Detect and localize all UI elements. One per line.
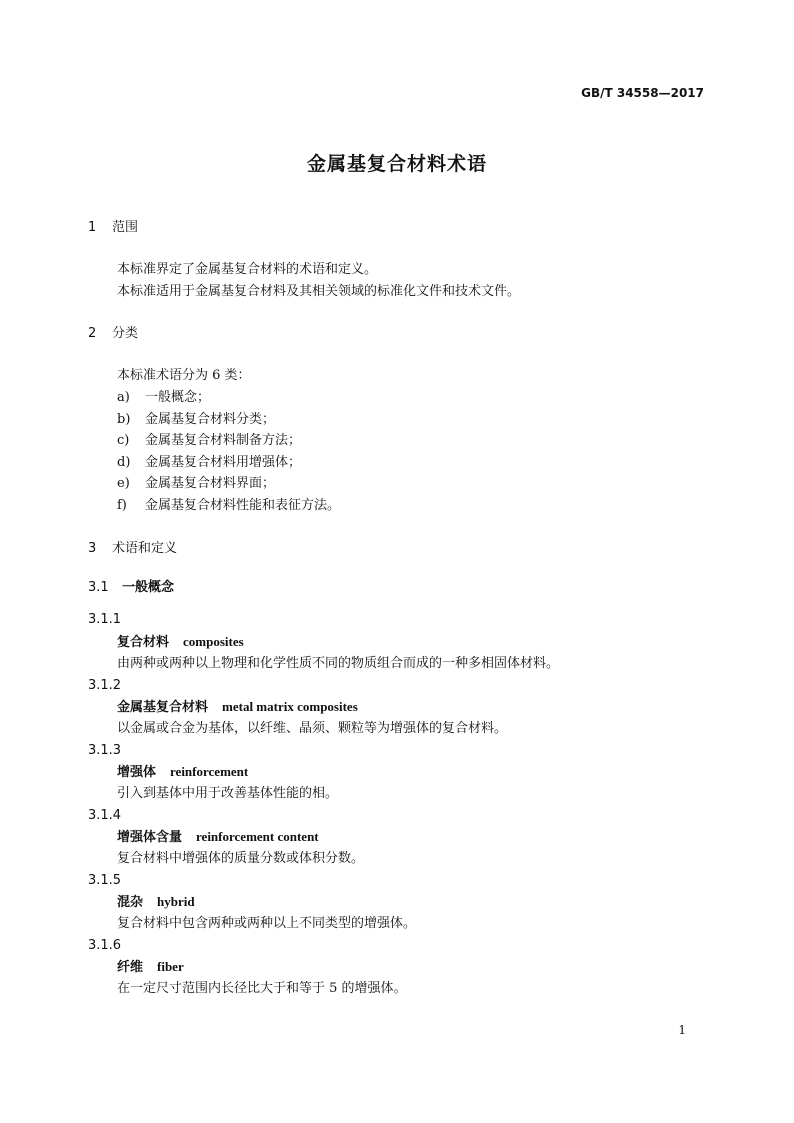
term-definition: 复合材料中包含两种或两种以上不同类型的增强体。 xyxy=(117,916,417,931)
term-entry xyxy=(117,894,195,911)
section-title: 术语和定义 xyxy=(112,541,178,556)
list-text: 一般概念； xyxy=(145,390,211,405)
standard-number: GB/T 34558—2017 xyxy=(581,86,704,100)
section-1-heading xyxy=(88,220,138,236)
term-zh: 增强体 xyxy=(117,765,157,780)
term-entry xyxy=(117,699,358,716)
list-text: 金属基复合材料制备方法； xyxy=(145,433,302,448)
term-zh: 增强体含量 xyxy=(117,830,183,845)
subsection-title: 一般概念 xyxy=(122,580,175,595)
term-definition: 由两种或两种以上物理和化学性质不同的物质组合而成的一种多相固体材料。 xyxy=(117,656,560,671)
term-en: composites xyxy=(183,634,244,649)
list-text: 金属基复合材料界面； xyxy=(145,476,276,491)
term-zh: 复合材料 xyxy=(117,635,170,650)
section-1-paragraph: 本标准界定了金属基复合材料的术语和定义。 xyxy=(117,262,378,277)
list-marker: f) xyxy=(117,498,127,513)
section-number: 2 xyxy=(88,326,97,341)
section-3-heading xyxy=(88,541,177,557)
list-marker: d) xyxy=(117,455,131,470)
section-title: 分类 xyxy=(112,326,139,341)
term-definition: 以金属或合金为基体，以纤维、晶须、颗粒等为增强体的复合材料。 xyxy=(117,721,508,736)
term-entry xyxy=(117,764,248,781)
list-marker: b) xyxy=(117,412,131,427)
list-marker: c) xyxy=(117,433,130,448)
term-en: reinforcement xyxy=(170,764,249,779)
list-item xyxy=(117,412,275,428)
term-zh: 纤维 xyxy=(117,960,144,975)
section-2-heading xyxy=(88,326,138,342)
list-text: 金属基复合材料性能和表征方法。 xyxy=(145,498,341,513)
list-item xyxy=(117,476,275,492)
section-number: 1 xyxy=(88,220,97,235)
list-item xyxy=(117,390,210,406)
term-definition: 引入到基体中用于改善基体性能的相。 xyxy=(117,786,339,801)
document-title: 金属基复合材料术语 xyxy=(306,153,487,175)
list-item xyxy=(117,498,340,514)
section-2-intro: 本标准术语分为 6 类： xyxy=(117,368,251,383)
list-marker: a) xyxy=(117,390,130,405)
term-number: 3.1.5 xyxy=(88,873,122,888)
term-number: 3.1.3 xyxy=(88,743,122,758)
list-marker: e) xyxy=(117,476,130,491)
term-en: metal matrix composites xyxy=(222,699,358,714)
term-entry xyxy=(117,829,319,846)
list-text: 金属基复合材料用增强体； xyxy=(145,455,302,470)
term-number: 3.1.4 xyxy=(88,808,122,823)
term-en: reinforcement content xyxy=(196,829,319,844)
section-title: 范围 xyxy=(112,220,139,235)
term-number: 3.1.1 xyxy=(88,612,122,627)
term-definition: 复合材料中增强体的质量分数或体积分数。 xyxy=(117,851,365,866)
subsection-number: 3.1 xyxy=(88,580,109,595)
list-item xyxy=(117,455,301,471)
list-text: 金属基复合材料分类； xyxy=(145,412,276,427)
term-number: 3.1.2 xyxy=(88,678,122,693)
list-item xyxy=(117,433,301,449)
term-number: 3.1.6 xyxy=(88,938,122,953)
term-entry xyxy=(117,959,184,976)
section-1-paragraph: 本标准适用于金属基复合材料及其相关领域的标准化文件和技术文件。 xyxy=(117,284,521,299)
term-en: fiber xyxy=(157,959,184,974)
term-en: hybrid xyxy=(157,894,195,909)
term-zh: 混杂 xyxy=(117,895,144,910)
section-number: 3 xyxy=(88,541,97,556)
page-number: 1 xyxy=(678,1023,686,1037)
subsection-3-1-heading xyxy=(88,580,174,596)
term-entry xyxy=(117,634,244,651)
term-zh: 金属基复合材料 xyxy=(117,700,209,715)
term-definition: 在一定尺寸范围内长径比大于和等于 5 的增强体。 xyxy=(117,981,407,996)
